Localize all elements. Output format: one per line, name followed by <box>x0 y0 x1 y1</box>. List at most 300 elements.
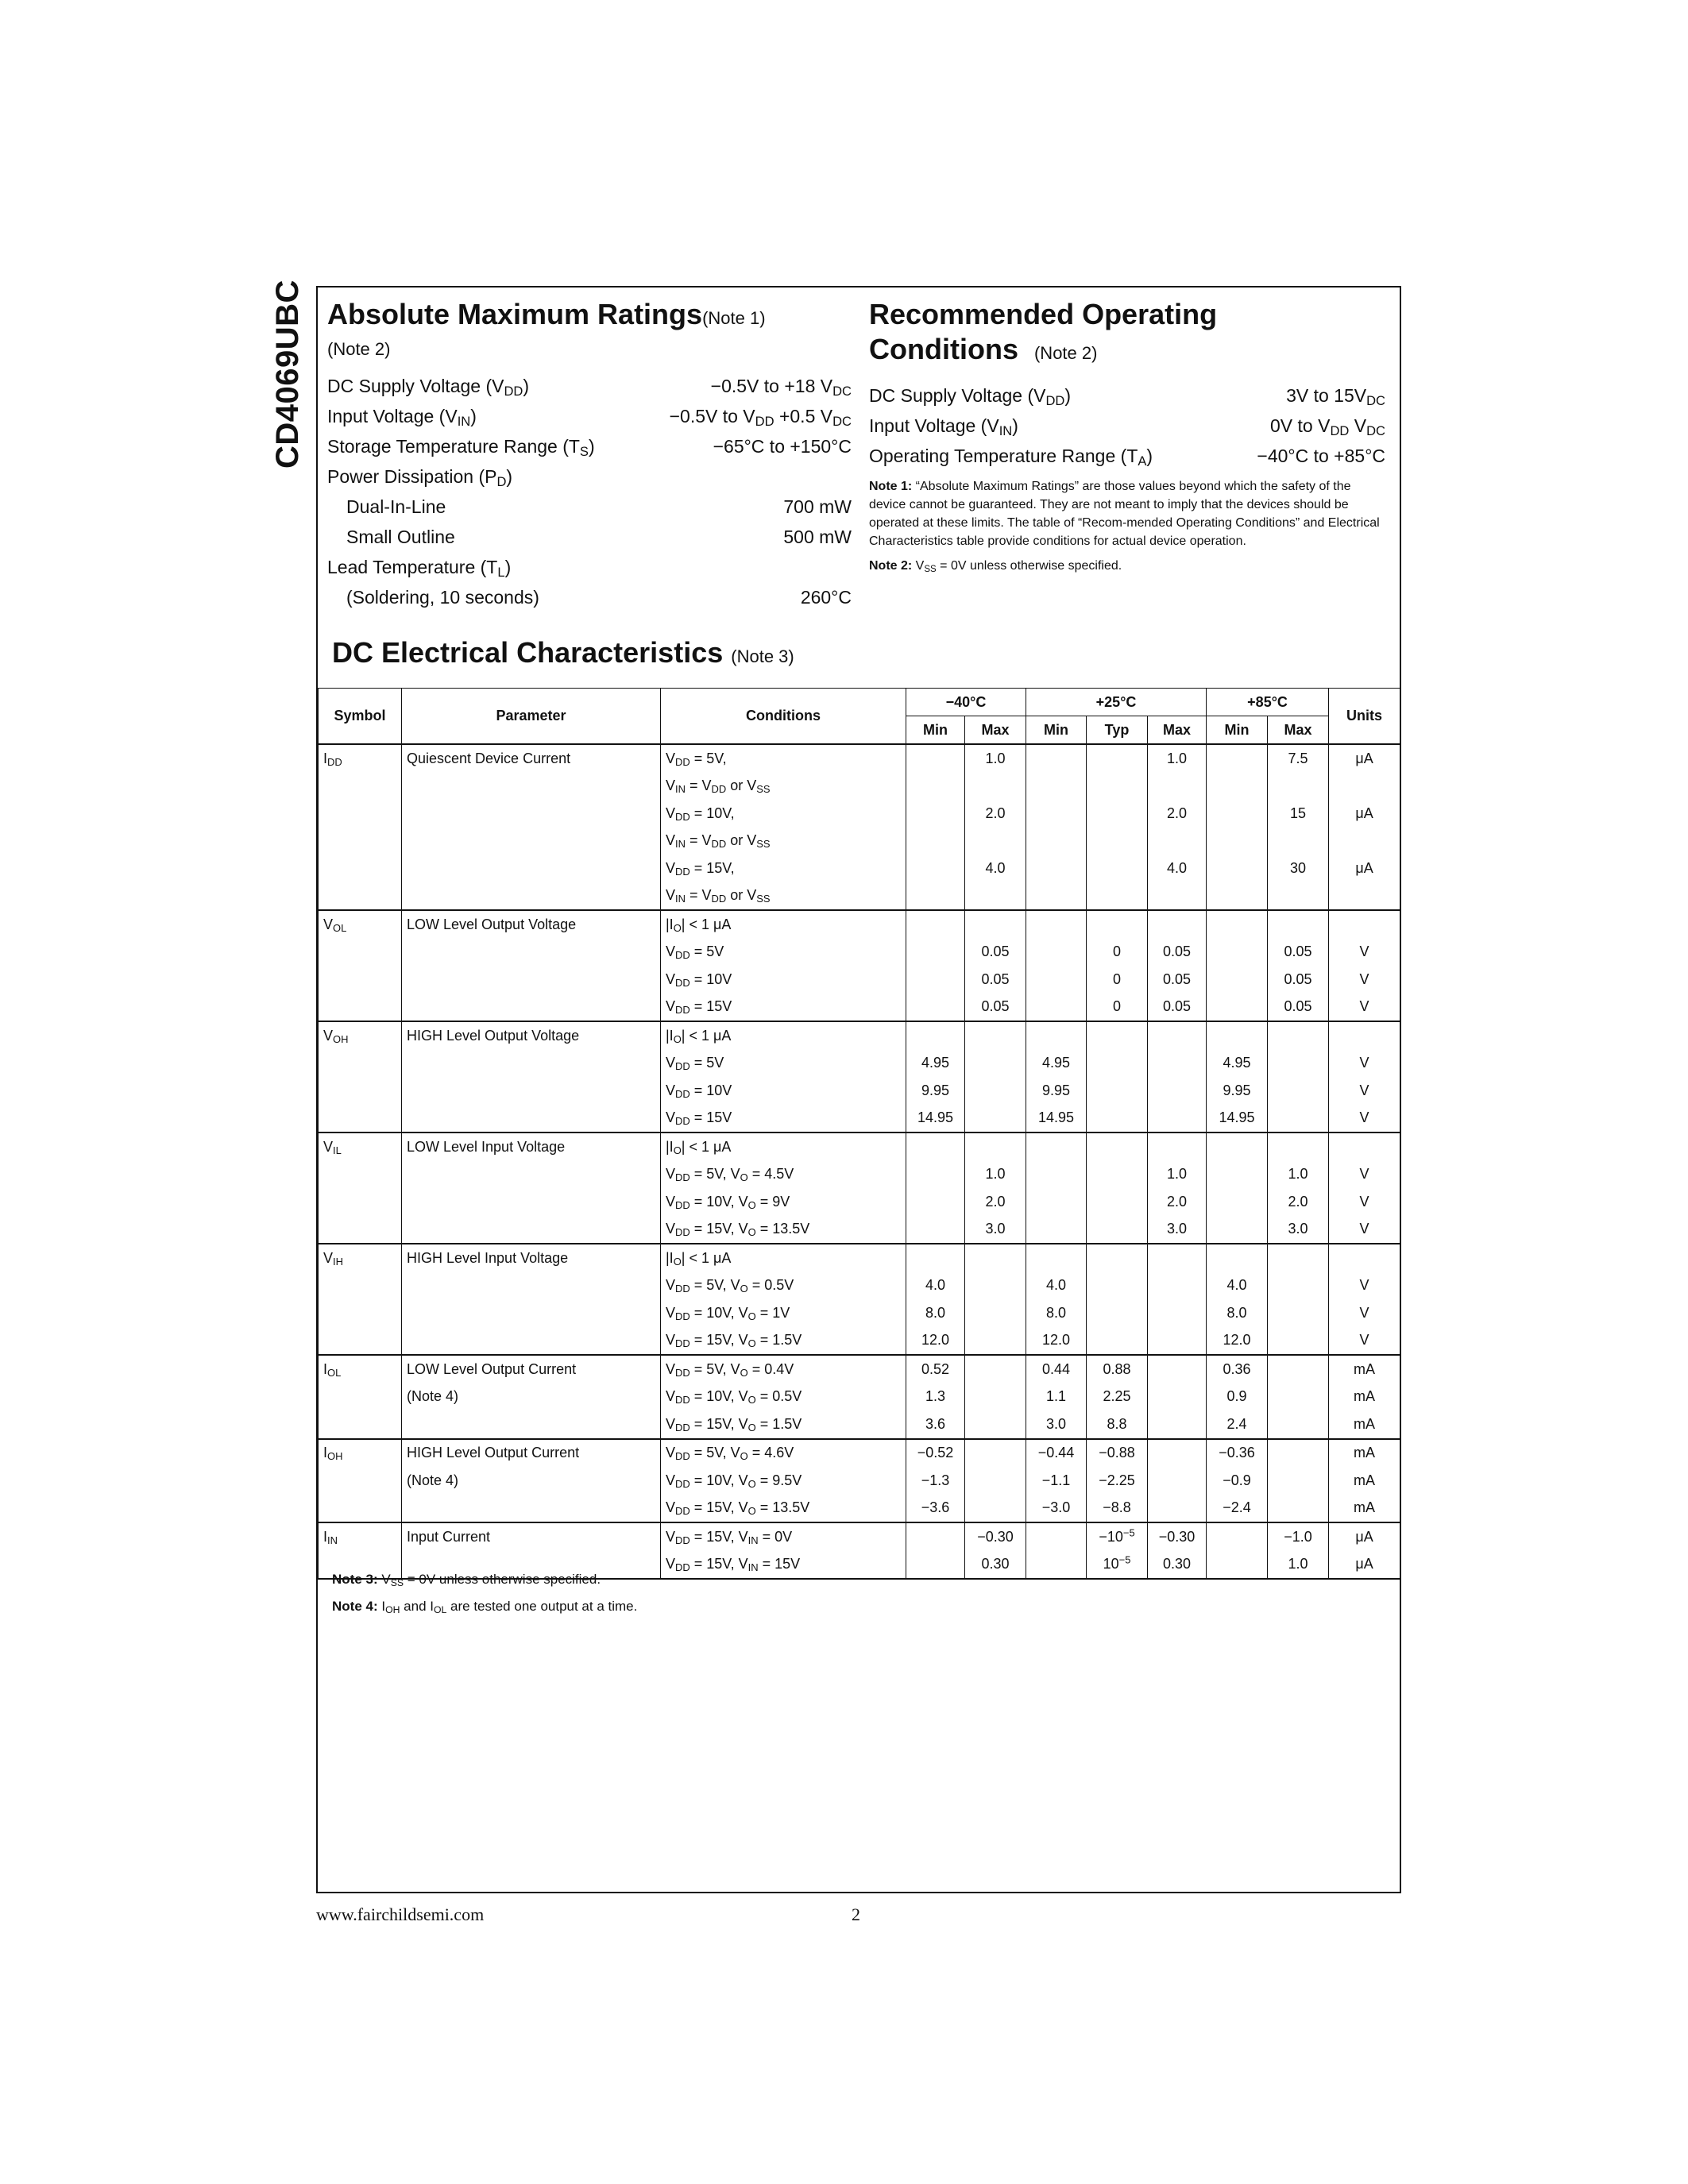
conditions-cell: $V_{DD} = 5V$, $V_O = 0.5V$ <box>661 1272 906 1300</box>
value-cell <box>1148 1133 1207 1161</box>
value-cell: −0.9 <box>1207 1467 1268 1495</box>
conditions-cell: $V_{DD} = 5V$ <box>661 1050 906 1078</box>
symbol-cell <box>319 1467 402 1495</box>
value-cell: 0.05 <box>1268 966 1329 994</box>
value-cell: 0 <box>1087 994 1148 1022</box>
value-cell <box>1026 882 1087 911</box>
value-cell <box>1026 1021 1087 1050</box>
value-cell: 4.95 <box>906 1050 965 1078</box>
value-cell: 4.0 <box>1148 855 1207 882</box>
value-cell <box>1268 1299 1329 1327</box>
conditions-cell: $V_{DD} = 15V$, <box>661 855 906 882</box>
units-cell: V <box>1329 1327 1400 1356</box>
value-cell: 0.05 <box>965 994 1026 1022</box>
value-cell <box>1207 1021 1268 1050</box>
table-row <box>319 1522 1400 1551</box>
absolute-max-list <box>327 371 852 612</box>
abs-max-label: Input Voltage $(V_{IN})$ <box>327 406 477 430</box>
value-cell: 3.0 <box>1026 1410 1087 1439</box>
units-cell <box>1329 1021 1400 1050</box>
value-cell <box>965 910 1026 939</box>
symbol-cell <box>319 1105 402 1133</box>
table-row <box>319 1299 1400 1327</box>
parameter-cell <box>402 1272 661 1300</box>
units-cell <box>1329 882 1400 911</box>
rating-notes <box>869 477 1385 575</box>
value-cell <box>1207 1161 1268 1189</box>
value-cell <box>965 1439 1026 1468</box>
header-min: Min <box>1026 716 1087 745</box>
value-cell <box>1087 1021 1148 1050</box>
value-cell <box>906 966 965 994</box>
header-max: Max <box>1148 716 1207 745</box>
parameter-group <box>319 1133 1400 1244</box>
parameter-cell <box>402 1188 661 1216</box>
value-cell <box>1207 1216 1268 1244</box>
value-cell: 9.95 <box>1026 1077 1087 1105</box>
recommended-title: Recommended Operating Conditions (Note 2) <box>869 298 1218 365</box>
units-cell: V <box>1329 966 1400 994</box>
parameter-cell <box>402 966 661 994</box>
conditions-cell: $V_{DD} = 5V$, $V_O = 4.5V$ <box>661 1161 906 1189</box>
header-symbol: Symbol <box>319 689 402 745</box>
value-cell: −1.3 <box>906 1467 965 1495</box>
parameter-cell <box>402 828 661 855</box>
value-cell <box>1207 1522 1268 1551</box>
value-cell <box>1087 1161 1148 1189</box>
units-cell: V <box>1329 1299 1400 1327</box>
value-cell <box>1087 1244 1148 1272</box>
parameter-cell <box>402 1105 661 1133</box>
value-cell <box>1268 1105 1329 1133</box>
value-cell <box>1268 1467 1329 1495</box>
conditions-cell: $|I_O| < 1$ μA <box>661 1133 906 1161</box>
value-cell <box>1268 1077 1329 1105</box>
abs-max-row <box>327 371 852 401</box>
value-cell <box>1087 882 1148 911</box>
symbol-cell: $V_{IL}$ <box>319 1133 402 1161</box>
value-cell <box>1026 828 1087 855</box>
units-cell: μA <box>1329 855 1400 882</box>
table-row <box>319 1272 1400 1300</box>
parameter-group <box>319 1244 1400 1355</box>
value-cell <box>965 1299 1026 1327</box>
abs-max-row <box>327 522 852 552</box>
value-cell: 3.0 <box>965 1216 1026 1244</box>
abs-max-value: −0.5V to +18 $V_{DC}$ <box>710 376 852 399</box>
value-cell <box>1268 1355 1329 1383</box>
header-min: Min <box>1207 716 1268 745</box>
header-min: Min <box>906 716 965 745</box>
conditions-cell: $V_{DD} = 15V$, $V_O = 1.5V$ <box>661 1327 906 1356</box>
value-cell: 14.95 <box>1026 1105 1087 1133</box>
value-cell: −0.44 <box>1026 1439 1087 1468</box>
value-cell <box>1087 1188 1148 1216</box>
header-temp-25: +25°C <box>1026 689 1207 716</box>
value-cell: 2.0 <box>965 1188 1026 1216</box>
value-cell <box>906 1522 965 1551</box>
value-cell <box>1207 882 1268 911</box>
value-cell: 4.0 <box>965 855 1026 882</box>
symbol-cell <box>319 1161 402 1189</box>
recommended-label: DC Supply Voltage $(V_{DD})$ <box>869 385 1072 409</box>
value-cell <box>1087 1050 1148 1078</box>
parameter-cell <box>402 1050 661 1078</box>
units-cell: mA <box>1329 1495 1400 1523</box>
parameter-cell: Input Current <box>402 1522 661 1551</box>
value-cell <box>1148 1244 1207 1272</box>
value-cell: 12.0 <box>906 1327 965 1356</box>
recommended-value: 3V to $15V_{DC}$ <box>1286 385 1385 409</box>
value-cell <box>1026 1133 1087 1161</box>
value-cell <box>1268 910 1329 939</box>
absolute-max-title: Absolute Maximum Ratings(Note 1) <box>327 298 766 330</box>
abs-max-row <box>327 461 852 492</box>
value-cell <box>1026 994 1087 1022</box>
value-cell <box>965 1244 1026 1272</box>
value-cell <box>1087 773 1148 801</box>
value-cell <box>1148 1105 1207 1133</box>
value-cell <box>1026 773 1087 801</box>
abs-max-label: Dual-In-Line <box>346 496 446 517</box>
table-row <box>319 882 1400 911</box>
value-cell <box>1268 1410 1329 1439</box>
value-cell <box>1207 744 1268 773</box>
symbol-cell <box>319 1299 402 1327</box>
header-temp-85: +85°C <box>1207 689 1329 716</box>
value-cell: 9.95 <box>906 1077 965 1105</box>
table-row <box>319 828 1400 855</box>
conditions-cell: $V_{DD} = 5V$, <box>661 744 906 773</box>
symbol-cell <box>319 994 402 1022</box>
value-cell: 0.88 <box>1087 1355 1148 1383</box>
value-cell: 8.0 <box>1207 1299 1268 1327</box>
value-cell: 4.95 <box>1207 1050 1268 1078</box>
units-cell: mA <box>1329 1383 1400 1411</box>
value-cell: −1.0 <box>1268 1522 1329 1551</box>
symbol-cell <box>319 1272 402 1300</box>
value-cell <box>1087 1299 1148 1327</box>
value-cell: 0.05 <box>1148 994 1207 1022</box>
value-cell <box>965 1050 1026 1078</box>
value-cell: −0.36 <box>1207 1439 1268 1468</box>
units-cell: mA <box>1329 1439 1400 1468</box>
value-cell <box>965 1355 1026 1383</box>
value-cell <box>1087 1216 1148 1244</box>
units-cell <box>1329 1244 1400 1272</box>
value-cell: 8.0 <box>906 1299 965 1327</box>
value-cell <box>1087 910 1148 939</box>
abs-max-value: −65°C to +150°C <box>713 436 852 457</box>
value-cell: 1.0 <box>1268 1161 1329 1189</box>
value-cell <box>906 994 965 1022</box>
table-row <box>319 994 1400 1022</box>
parameter-group <box>319 1439 1400 1523</box>
conditions-cell: $V_{IN} = V_{DD}$ or $V_{SS}$ <box>661 828 906 855</box>
parameter-cell: HIGH Level Input Voltage <box>402 1244 661 1272</box>
value-cell: 8.0 <box>1026 1299 1087 1327</box>
symbol-cell <box>319 1188 402 1216</box>
value-cell <box>1026 800 1087 828</box>
value-cell: 0 <box>1087 966 1148 994</box>
value-cell <box>1207 855 1268 882</box>
symbol-cell <box>319 1077 402 1105</box>
value-cell: 0.30 <box>965 1551 1026 1580</box>
value-cell <box>1148 910 1207 939</box>
symbol-cell: $I_{OL}$ <box>319 1355 402 1383</box>
abs-max-value: 260°C <box>800 587 852 608</box>
table-row <box>319 1495 1400 1523</box>
value-cell: 15 <box>1268 800 1329 828</box>
parameter-group <box>319 1355 1400 1439</box>
value-cell <box>965 882 1026 911</box>
value-cell <box>965 1077 1026 1105</box>
note-1: Note 1: “Absolute Maximum Ratings” are those values beyond which the safety of the device cannot be guaranteed. They are not meant to imply that the devices should be operated at these limits. The table of “Recom-mended Operating Conditions” and Electrical Characteristics table provide conditions for actual device operation. <box>869 480 1380 548</box>
value-cell: 2.4 <box>1207 1410 1268 1439</box>
value-cell <box>906 773 965 801</box>
parameter-cell: (Note 4) <box>402 1467 661 1495</box>
table-row <box>319 1410 1400 1439</box>
parameter-cell: Quiescent Device Current <box>402 744 661 773</box>
value-cell <box>1087 1327 1148 1356</box>
units-cell: V <box>1329 1216 1400 1244</box>
value-cell: −3.6 <box>906 1495 965 1523</box>
value-cell <box>906 882 965 911</box>
recommended-label: Input Voltage $(V_{IN})$ <box>869 415 1018 439</box>
value-cell <box>906 1551 965 1580</box>
units-cell: V <box>1329 1105 1400 1133</box>
units-cell: V <box>1329 1050 1400 1078</box>
value-cell: 0.05 <box>1148 966 1207 994</box>
conditions-cell: $V_{DD} = 10V$, $V_O = 0.5V$ <box>661 1383 906 1411</box>
symbol-cell <box>319 1216 402 1244</box>
value-cell: 0.05 <box>965 966 1026 994</box>
value-cell <box>1087 1105 1148 1133</box>
recommended-label: Operating Temperature Range $(T_A)$ <box>869 446 1153 469</box>
table-row <box>319 1327 1400 1356</box>
header-max: Max <box>1268 716 1329 745</box>
table-row <box>319 855 1400 882</box>
value-cell <box>1148 1299 1207 1327</box>
recommended-section <box>869 297 1385 581</box>
value-cell <box>1268 1272 1329 1300</box>
value-cell <box>1207 994 1268 1022</box>
value-cell <box>1268 1050 1329 1078</box>
value-cell: −8.8 <box>1087 1495 1148 1523</box>
absolute-max-subnote: (Note 2) <box>327 339 391 359</box>
value-cell <box>1148 1050 1207 1078</box>
value-cell: 8.8 <box>1087 1410 1148 1439</box>
symbol-cell <box>319 1410 402 1439</box>
table-row <box>319 773 1400 801</box>
value-cell <box>965 1495 1026 1523</box>
value-cell <box>906 1244 965 1272</box>
conditions-cell: $V_{IN} = V_{DD}$ or $V_{SS}$ <box>661 882 906 911</box>
value-cell <box>1026 966 1087 994</box>
value-cell <box>1268 828 1329 855</box>
parameter-cell <box>402 882 661 911</box>
value-cell: 12.0 <box>1026 1327 1087 1356</box>
value-cell <box>1148 1439 1207 1468</box>
part-number: CD4069UBC <box>270 280 305 469</box>
abs-max-label: Power Dissipation $(P_D)$ <box>327 466 513 490</box>
dc-characteristics-title: DC Electrical Characteristics (Note 3) <box>332 636 794 669</box>
value-cell <box>1026 855 1087 882</box>
value-cell <box>906 1216 965 1244</box>
abs-max-value: 500 mW <box>783 527 852 547</box>
value-cell <box>1207 800 1268 828</box>
value-cell <box>1207 773 1268 801</box>
abs-max-row <box>327 401 852 431</box>
value-cell <box>965 1467 1026 1495</box>
value-cell: 0.05 <box>1268 994 1329 1022</box>
symbol-cell: $I_{OH}$ <box>319 1439 402 1468</box>
conditions-cell: $V_{DD} = 5V$ <box>661 939 906 967</box>
abs-max-row <box>327 552 852 582</box>
value-cell <box>1026 1551 1087 1580</box>
conditions-cell: $V_{DD} = 10V$ <box>661 966 906 994</box>
value-cell: 2.0 <box>1148 800 1207 828</box>
symbol-cell: $V_{IH}$ <box>319 1244 402 1272</box>
value-cell: 1.0 <box>1268 1551 1329 1580</box>
symbol-cell: $I_{IN}$ <box>319 1522 402 1551</box>
value-cell <box>1148 1410 1207 1439</box>
table-row <box>319 1439 1400 1468</box>
abs-max-label: Small Outline <box>346 527 455 547</box>
value-cell: 0.30 <box>1148 1551 1207 1580</box>
abs-max-label: Storage Temperature Range $(T_S)$ <box>327 436 595 460</box>
value-cell <box>1026 1244 1087 1272</box>
parameter-cell <box>402 994 661 1022</box>
abs-max-row <box>327 582 852 612</box>
conditions-cell: $|I_O| < 1$ μA <box>661 1244 906 1272</box>
recommended-row <box>869 380 1385 411</box>
value-cell: 2.25 <box>1087 1383 1148 1411</box>
value-cell <box>906 744 965 773</box>
value-cell <box>1207 966 1268 994</box>
value-cell: −1.1 <box>1026 1467 1087 1495</box>
symbol-cell: $I_{DD}$ <box>319 744 402 773</box>
table-row <box>319 1021 1400 1050</box>
value-cell <box>906 1021 965 1050</box>
value-cell <box>1148 1467 1207 1495</box>
value-cell <box>906 1188 965 1216</box>
value-cell: 0.05 <box>1148 939 1207 967</box>
parameter-cell: (Note 4) <box>402 1383 661 1411</box>
symbol-cell <box>319 1327 402 1356</box>
value-cell <box>906 939 965 967</box>
table-row <box>319 1188 1400 1216</box>
table-row <box>319 1050 1400 1078</box>
parameter-cell: LOW Level Output Current <box>402 1355 661 1383</box>
value-cell <box>1268 1495 1329 1523</box>
conditions-cell: $V_{DD} = 15V$, $V_O = 13.5V$ <box>661 1216 906 1244</box>
value-cell <box>906 855 965 882</box>
symbol-cell <box>319 1383 402 1411</box>
value-cell: 4.0 <box>1207 1272 1268 1300</box>
symbol-cell <box>319 773 402 801</box>
value-cell <box>1148 1021 1207 1050</box>
value-cell <box>906 1161 965 1189</box>
symbol-cell <box>319 939 402 967</box>
recommended-row <box>869 441 1385 471</box>
value-cell: $10^{-5}$ <box>1087 1551 1148 1580</box>
parameter-cell <box>402 1299 661 1327</box>
value-cell <box>1087 800 1148 828</box>
units-cell: μA <box>1329 744 1400 773</box>
conditions-cell: $V_{DD} = 15V$, $V_{IN} = 0V$ <box>661 1522 906 1551</box>
value-cell: 2.0 <box>965 800 1026 828</box>
value-cell <box>1268 1133 1329 1161</box>
table-row <box>319 939 1400 967</box>
units-cell: V <box>1329 994 1400 1022</box>
abs-max-label: Lead Temperature $(T_L)$ <box>327 557 512 581</box>
symbol-cell: $V_{OL}$ <box>319 910 402 939</box>
value-cell: 3.0 <box>1148 1216 1207 1244</box>
value-cell: 0.05 <box>965 939 1026 967</box>
parameter-cell <box>402 1077 661 1105</box>
parameter-cell: LOW Level Output Voltage <box>402 910 661 939</box>
page-number: 2 <box>852 1904 860 1924</box>
abs-max-row <box>327 431 852 461</box>
value-cell <box>1148 1272 1207 1300</box>
units-cell: μA <box>1329 800 1400 828</box>
conditions-cell: $V_{DD} = 15V$ <box>661 994 906 1022</box>
value-cell <box>1268 773 1329 801</box>
table-row <box>319 1077 1400 1105</box>
part-number-sidebar <box>270 280 318 469</box>
units-cell: mA <box>1329 1467 1400 1495</box>
value-cell: −0.52 <box>906 1439 965 1468</box>
value-cell: 3.0 <box>1268 1216 1329 1244</box>
value-cell <box>1207 910 1268 939</box>
value-cell <box>1026 1161 1087 1189</box>
value-cell <box>965 1383 1026 1411</box>
value-cell: −2.4 <box>1207 1495 1268 1523</box>
value-cell <box>906 910 965 939</box>
table-row <box>319 744 1400 773</box>
value-cell: 0.05 <box>1268 939 1329 967</box>
value-cell: 4.0 <box>906 1272 965 1300</box>
parameter-cell <box>402 800 661 828</box>
value-cell: 30 <box>1268 855 1329 882</box>
value-cell: $-10^{-5}$ <box>1087 1522 1148 1551</box>
header-max: Max <box>965 716 1026 745</box>
value-cell <box>1148 828 1207 855</box>
units-cell: V <box>1329 1161 1400 1189</box>
symbol-cell <box>319 1495 402 1523</box>
table-notes <box>332 1566 637 1620</box>
value-cell: 1.0 <box>965 1161 1026 1189</box>
conditions-cell: $V_{IN} = V_{DD}$ or $V_{SS}$ <box>661 773 906 801</box>
value-cell: 1.3 <box>906 1383 965 1411</box>
value-cell <box>1148 773 1207 801</box>
symbol-cell: $V_{OH}$ <box>319 1021 402 1050</box>
parameter-group <box>319 1021 1400 1133</box>
units-cell: mA <box>1329 1355 1400 1383</box>
value-cell: 3.6 <box>906 1410 965 1439</box>
units-cell: V <box>1329 1188 1400 1216</box>
value-cell: −3.0 <box>1026 1495 1087 1523</box>
conditions-cell: $V_{DD} = 5V$, $V_O = 4.6V$ <box>661 1439 906 1468</box>
footer-url[interactable]: www.fairchildsemi.com <box>316 1904 485 1924</box>
table-row <box>319 966 1400 994</box>
value-cell <box>1268 882 1329 911</box>
value-cell <box>1268 1244 1329 1272</box>
parameter-cell <box>402 855 661 882</box>
conditions-cell: $V_{DD} = 10V$, $V_O = 9.5V$ <box>661 1467 906 1495</box>
value-cell <box>1026 910 1087 939</box>
